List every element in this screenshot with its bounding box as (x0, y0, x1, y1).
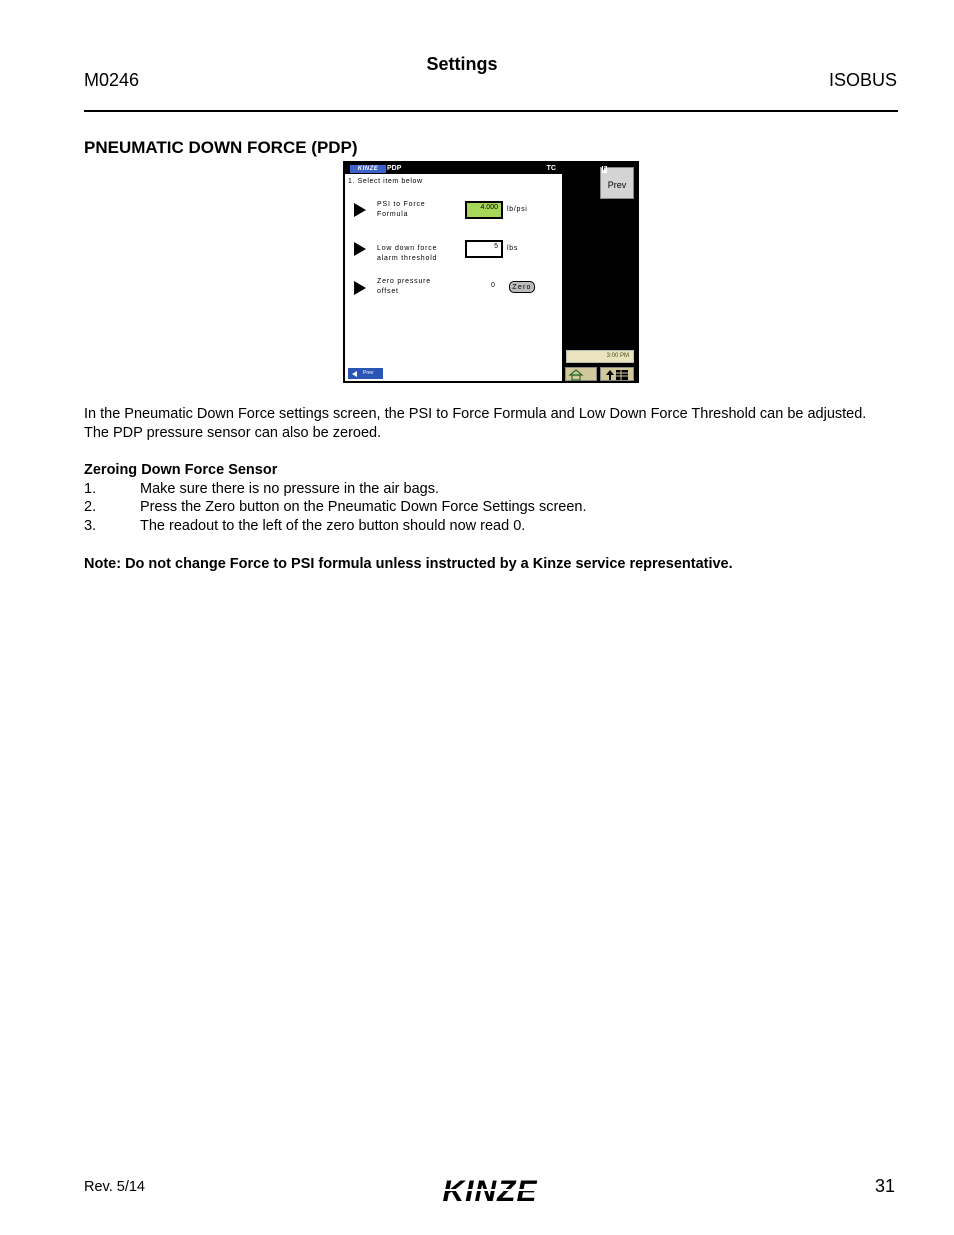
alarm-threshold-unit: lbs (507, 245, 519, 252)
subsection-title: Zeroing Down Force Sensor (84, 462, 278, 478)
kinze-logo (428, 1172, 552, 1210)
step-number: 2. (84, 499, 97, 515)
step-number: 3. (84, 518, 97, 534)
zero-button[interactable]: Zero (509, 281, 535, 293)
terminal-screen (345, 163, 562, 381)
doc-id: M0246 (84, 70, 140, 90)
system-label: ISOBUS (828, 70, 897, 90)
terminal-screenshot (343, 161, 639, 383)
softkey-panel (564, 163, 637, 381)
home-button[interactable] (565, 367, 597, 381)
revision-label: Rev. 5/14 (84, 1179, 145, 1195)
prev-button-bottom[interactable] (347, 367, 384, 380)
kinze-logo-text: KINZE (442, 1175, 538, 1208)
row-label-psi-formula: PSI to Force Formula (377, 201, 426, 218)
nav-button[interactable] (600, 367, 634, 381)
tc-label: TC (546, 165, 556, 172)
step-text: Press the Zero button on the Pneumatic Down Force Settings screen. (140, 499, 587, 515)
alarm-threshold-input[interactable]: 5 (465, 240, 503, 258)
row-label-zero-offset: Zero pressure offset (377, 278, 431, 295)
left-arrow-icon (352, 371, 357, 377)
section-header: Settings (426, 54, 498, 74)
zero-offset-readout: 0 (491, 282, 495, 289)
step-text: Make sure there is no pressure in the air bags. (140, 481, 440, 497)
psi-formula-unit: lb/psi (507, 206, 528, 213)
page-title: PNEUMATIC DOWN FORCE (PDP) (84, 138, 358, 157)
kinze-logo-small: KINZE (350, 165, 386, 173)
f-softkey-label: F (602, 166, 607, 172)
select-arrow-icon[interactable] (354, 281, 366, 295)
header-rule (84, 110, 898, 112)
prev-softkey[interactable]: Prev (600, 167, 634, 199)
select-arrow-icon[interactable] (354, 242, 366, 256)
row-label-alarm-threshold: Low down force alarm threshold (377, 245, 438, 262)
intro-paragraph: In the Pneumatic Down Force settings screen, the PSI to Force Formula and Low Down Force Threshold can be adjusted. The PDP pressure sensor can also be zeroed. (84, 406, 867, 441)
prev-bottom-label: Prev (363, 370, 374, 376)
select-arrow-icon[interactable] (354, 203, 366, 217)
instruction-text: 1. Select item below (348, 178, 423, 185)
screen-title: PDP (387, 165, 402, 172)
terminal-titlebar (345, 163, 562, 174)
up-arrow-icon (601, 369, 633, 381)
warning-note: Note: Do not change Force to PSI formula unless instructed by a Kinze service representative. (84, 556, 733, 572)
psi-formula-input[interactable]: 4.000 (465, 201, 503, 219)
page-number: 31 (874, 1176, 895, 1196)
clock-display: 3:00 PM (566, 350, 634, 363)
home-icon (566, 369, 596, 381)
step-number: 1. (84, 481, 97, 497)
step-text: The readout to the left of the zero button should now read 0. (140, 518, 526, 534)
